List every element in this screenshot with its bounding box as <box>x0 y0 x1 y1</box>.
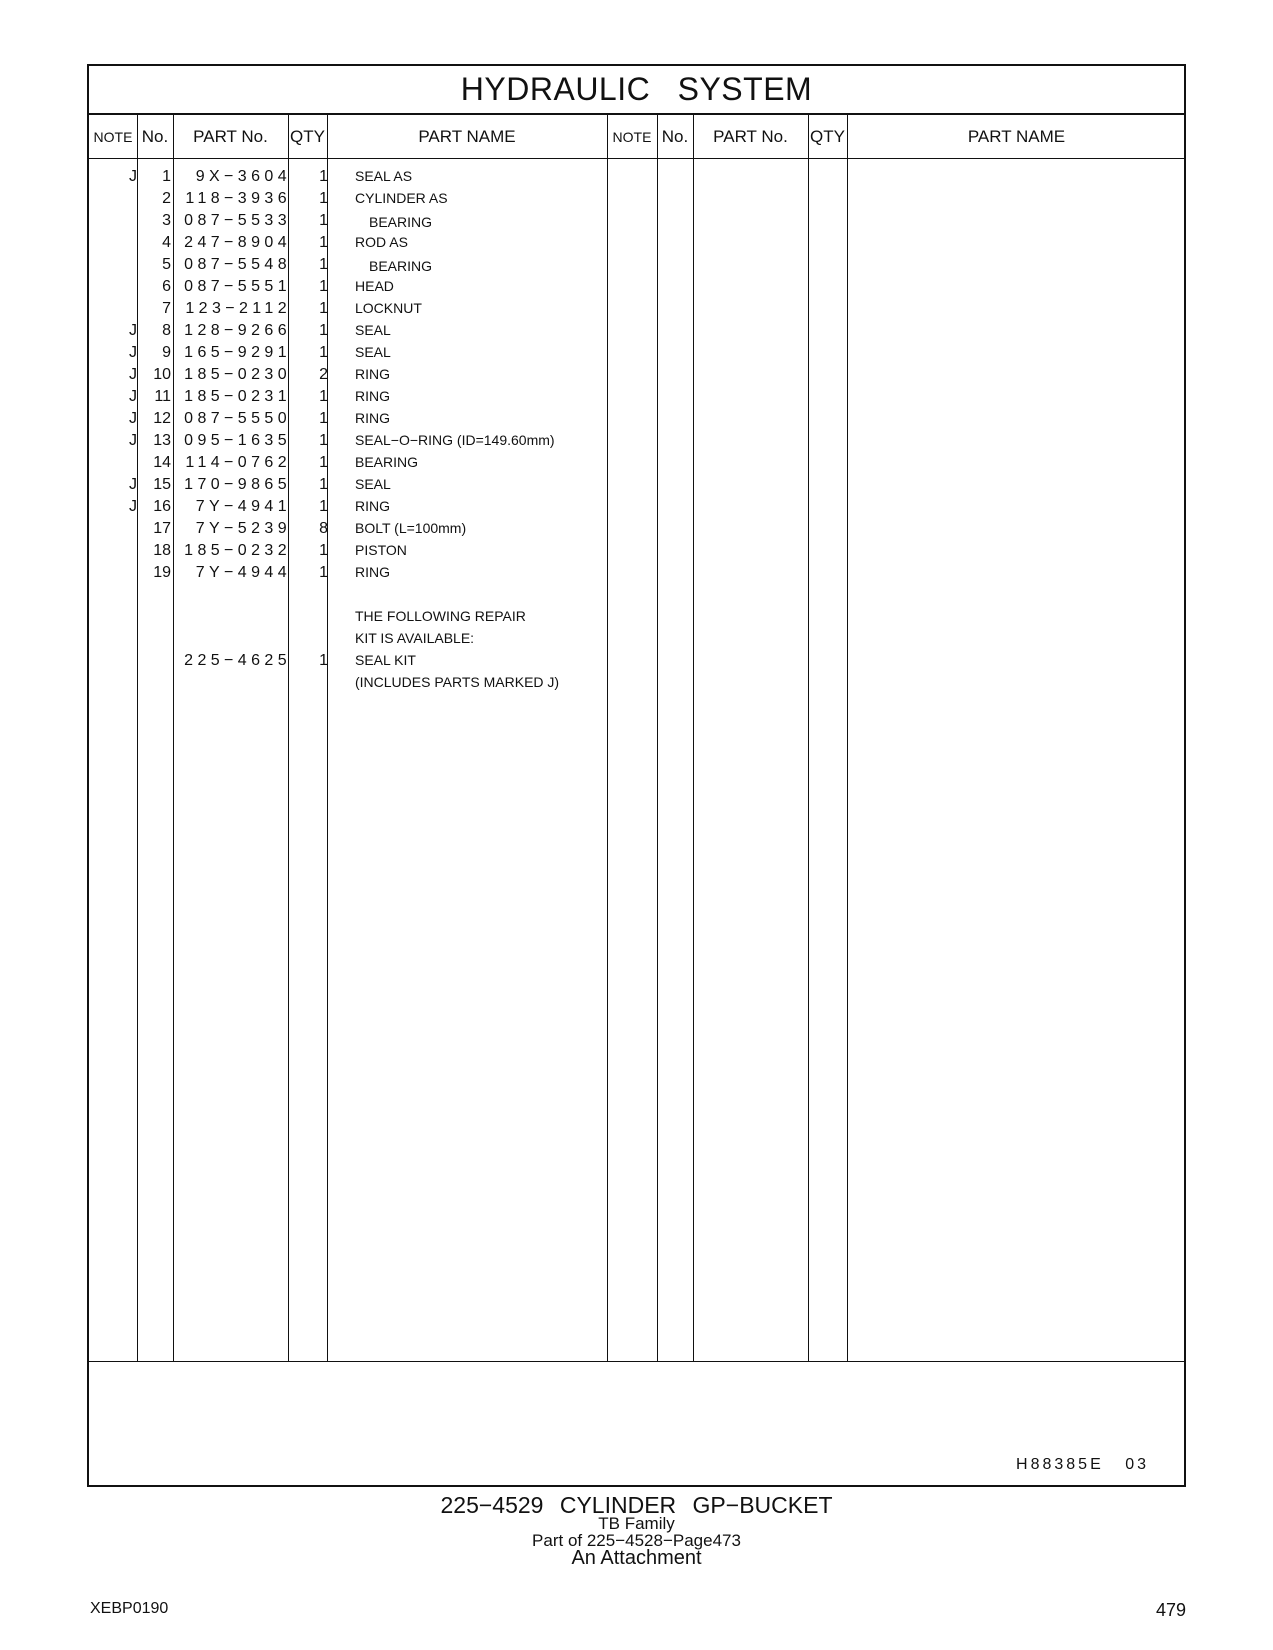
quantity: 1 <box>319 476 328 493</box>
part-name: BEARING <box>369 214 433 230</box>
part-number: 095−1635 <box>184 432 291 449</box>
repair-kit-note-line <box>89 627 1184 650</box>
quantity: 1 <box>319 410 328 427</box>
table-row <box>89 451 1184 474</box>
table-row <box>89 231 1184 254</box>
footer-parent-ref: Part of 225−4528−Page473 <box>532 1531 741 1550</box>
repair-kit-text: KIT IS AVAILABLE: <box>355 630 475 646</box>
header-note-right: NOTE <box>612 129 652 145</box>
part-number: 087−5551 <box>184 278 291 295</box>
table-row <box>89 363 1184 386</box>
part-name: RING <box>355 410 390 426</box>
quantity: 1 <box>319 564 328 581</box>
table-row <box>89 649 1184 672</box>
quantity: 2 <box>319 366 328 383</box>
quantity: 1 <box>319 388 328 405</box>
item-number: 18 <box>153 542 171 559</box>
part-name: SEAL <box>355 322 391 338</box>
repair-kit-note-line <box>89 605 1184 628</box>
note-cell: J <box>129 498 137 515</box>
item-number: 14 <box>153 454 171 471</box>
item-number: 10 <box>153 366 171 383</box>
table-row <box>89 187 1184 210</box>
table-row <box>89 165 1184 188</box>
table-row <box>89 275 1184 298</box>
document-id: XEBP0190 <box>90 1600 169 1617</box>
item-number: 13 <box>153 432 171 449</box>
table-row <box>89 517 1184 540</box>
item-number: 8 <box>162 322 171 339</box>
part-name: RING <box>355 564 390 580</box>
header-qty: QTY <box>290 127 325 146</box>
item-number: 12 <box>153 410 171 427</box>
quantity: 1 <box>319 652 328 669</box>
note-cell: J <box>129 168 137 185</box>
part-name: CYLINDER AS <box>355 190 448 206</box>
quantity: 1 <box>319 234 328 251</box>
part-number: 123−2112 <box>185 300 291 317</box>
table-row <box>89 539 1184 562</box>
part-number: 128−9266 <box>184 322 291 339</box>
quantity: 1 <box>319 344 328 361</box>
page-title: HYDRAULIC SYSTEM <box>89 66 1184 115</box>
repair-kit-text: THE FOLLOWING REPAIR <box>355 608 526 624</box>
part-name: LOCKNUT <box>355 300 422 316</box>
drawing-code: H88385E 03 <box>1016 1456 1149 1473</box>
table-row <box>89 385 1184 408</box>
footer-group-title: 225−4529 CYLINDER GP−BUCKET <box>440 1492 833 1518</box>
part-number: 185−0231 <box>184 388 291 405</box>
part-name: ROD AS <box>355 234 408 250</box>
part-number: 9X−3604 <box>195 168 291 185</box>
part-number: 087−5548 <box>184 256 291 273</box>
note-cell: J <box>129 410 137 427</box>
part-number: 118−3936 <box>185 190 291 207</box>
part-name: RING <box>355 388 390 404</box>
part-name: HEAD <box>355 278 394 294</box>
table-row <box>89 319 1184 342</box>
part-number: 247−8904 <box>184 234 291 251</box>
quantity: 1 <box>319 498 328 515</box>
note-cell: J <box>129 322 137 339</box>
repair-kit-text: (INCLUDES PARTS MARKED J) <box>355 674 560 690</box>
item-number: 19 <box>153 564 171 581</box>
quantity: 1 <box>319 212 328 229</box>
part-number: 114−0762 <box>185 454 291 471</box>
table-row <box>89 297 1184 320</box>
item-number: 16 <box>153 498 171 515</box>
footer-attachment: An Attachment <box>571 1547 702 1569</box>
part-name: BOLT (L=100mm) <box>355 520 467 536</box>
item-number: 5 <box>162 256 171 273</box>
note-cell: J <box>129 388 137 405</box>
footer-family: TB Family <box>598 1514 675 1533</box>
header-part-name-right: PART NAME <box>967 127 1066 146</box>
header-part-no-right: PART No. <box>713 127 788 146</box>
item-number: 7 <box>162 300 171 317</box>
header-qty-right: QTY <box>810 127 845 146</box>
part-number: 7Y−5239 <box>195 520 291 537</box>
quantity: 1 <box>319 454 328 471</box>
table-row <box>89 473 1184 496</box>
part-number: 7Y−4941 <box>195 498 291 515</box>
repair-kit-note-line <box>89 671 1184 694</box>
note-cell: J <box>129 476 137 493</box>
part-number: 185−0230 <box>184 366 291 383</box>
item-number: 11 <box>154 388 171 405</box>
quantity: 1 <box>319 278 328 295</box>
table-row <box>89 495 1184 518</box>
part-number: 170−9865 <box>184 476 291 493</box>
note-cell: J <box>129 366 137 383</box>
part-name: PISTON <box>355 542 407 558</box>
item-number: 15 <box>153 476 171 493</box>
item-number: 17 <box>153 520 171 537</box>
header-note: NOTE <box>93 129 133 145</box>
quantity: 8 <box>319 520 328 537</box>
table-row <box>89 429 1184 452</box>
header-part-no: PART No. <box>193 127 268 146</box>
table-row <box>89 561 1184 584</box>
item-number: 4 <box>162 234 171 251</box>
quantity: 1 <box>319 300 328 317</box>
table-row <box>89 209 1184 232</box>
page-number: 479 <box>1155 1600 1186 1620</box>
part-name: BEARING <box>369 258 433 274</box>
note-cell: J <box>129 432 137 449</box>
table-bottom-divider <box>89 1361 1184 1362</box>
quantity: 1 <box>319 322 328 339</box>
table-row <box>89 407 1184 430</box>
quantity: 1 <box>319 168 328 185</box>
part-name: SEAL <box>355 476 391 492</box>
item-number: 2 <box>162 190 171 207</box>
part-number: 185−0232 <box>184 542 291 559</box>
part-name: SEAL <box>355 344 391 360</box>
part-name: RING <box>355 498 390 514</box>
part-number: 087−5550 <box>184 410 291 427</box>
parts-table-frame <box>87 64 1186 1487</box>
quantity: 1 <box>319 432 328 449</box>
quantity: 1 <box>319 256 328 273</box>
part-name: SEAL−O−RING (ID=149.60mm) <box>355 432 555 448</box>
part-number: 225−4625 <box>184 652 291 669</box>
header-no-right: No. <box>661 127 689 146</box>
item-number: 9 <box>162 344 171 361</box>
part-name: SEAL AS <box>355 168 413 184</box>
item-number: 1 <box>162 168 171 185</box>
quantity: 1 <box>319 190 328 207</box>
item-number: 3 <box>162 212 171 229</box>
part-name: SEAL KIT <box>355 652 416 668</box>
table-row <box>89 341 1184 364</box>
item-number: 6 <box>162 278 171 295</box>
part-number: 087−5533 <box>184 212 291 229</box>
header-part-name: PART NAME <box>418 127 516 146</box>
part-name: BEARING <box>355 454 419 470</box>
note-cell: J <box>129 344 137 361</box>
part-number: 165−9291 <box>184 344 291 361</box>
part-number: 7Y−4944 <box>195 564 291 581</box>
header-no: No. <box>141 127 169 146</box>
table-row <box>89 253 1184 276</box>
quantity: 1 <box>319 542 328 559</box>
part-name: RING <box>355 366 390 382</box>
